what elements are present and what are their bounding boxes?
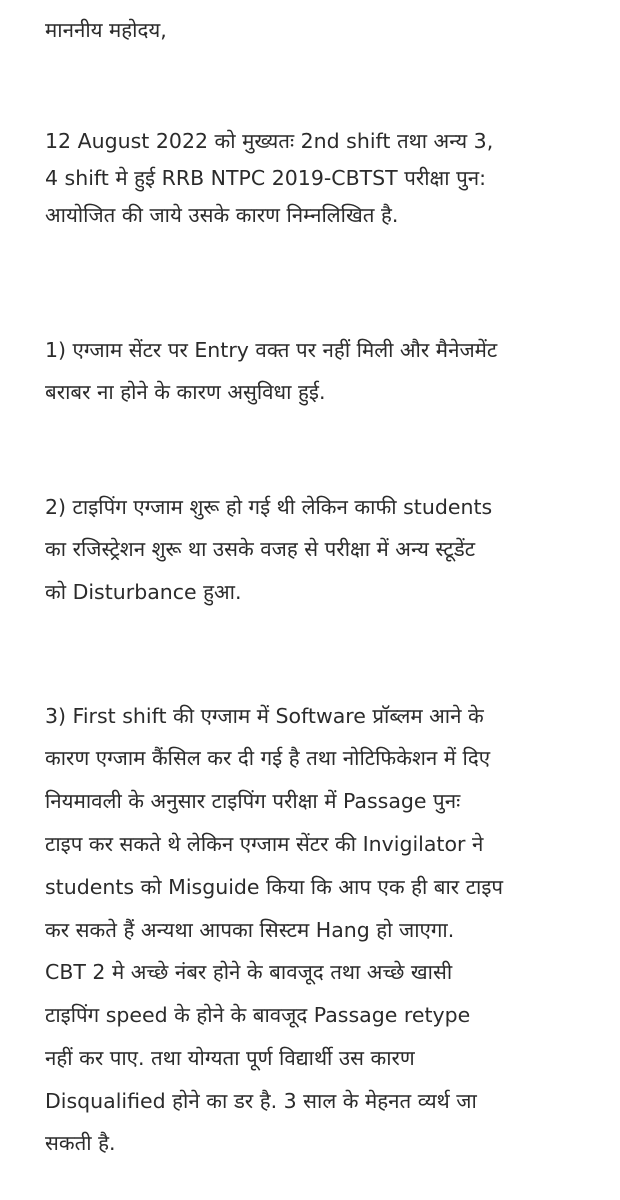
point-3-line-10: Disqualified होने का डर है. 3 साल के मेहनत व्यर्थ जा [45, 1089, 477, 1113]
point-2-line-3: को Disturbance हुआ. [45, 580, 242, 604]
point-1-line-1: 1) एग्जाम सेंटर पर Entry वक्त पर नहीं मिली और मैनेजमेंट [45, 338, 498, 362]
intro-line-3: आयोजित की जाये उसके कारण निम्नलिखित है. [45, 203, 399, 227]
intro-line-1: 12 August 2022 को मुख्यतः 2nd shift तथा अन्य 3, [45, 129, 494, 153]
point-3-line-1: 3) First shift की एग्जाम में Software प्रॉब्लम आने के [45, 704, 484, 728]
point-3-line-6: कर सकते हैं अन्यथा आपका सिस्टम Hang हो जाएगा. [45, 918, 455, 942]
greeting-text: माननीय महोदय, [45, 18, 167, 42]
point-3-line-8: टाइपिंग speed के होने के बावजूद Passage retype [45, 1003, 471, 1027]
point-3-line-7: CBT 2 मे अच्छे नंबर होने के बावजूद तथा अच्छे खासी [45, 960, 453, 984]
point-1-line-2: बराबर ना होने के कारण असुविधा हुई. [45, 380, 326, 404]
point-3-line-4: टाइप कर सकते थे लेकिन एग्जाम सेंटर की Invigilator ने [45, 832, 484, 856]
intro-line-2: 4 shift मे हुई RRB NTPC 2019-CBTST परीक्षा पुन: [45, 166, 487, 190]
point-3-line-11: सकती है. [45, 1131, 116, 1155]
point-3-line-2: कारण एग्जाम कैंसिल कर दी गई है तथा नोटिफिकेशन में दिए [45, 746, 491, 770]
point-3-line-9: नहीं कर पाए. तथा योग्यता पूर्ण विद्यार्थी उस कारण [45, 1046, 415, 1070]
point-3-line-5: students को Misguide किया कि आप एक ही बार टाइप [45, 875, 504, 899]
point-3-line-3: नियमावली के अनुसार टाइपिंग परीक्षा में Passage पुनः [45, 789, 461, 813]
point-2-line-2: का रजिस्ट्रेशन शुरू था उसके वजह से परीक्षा में अन्य स्टूडेंट [45, 537, 476, 561]
point-2-line-1: 2) टाइपिंग एग्जाम शुरू हो गई थी लेकिन काफी students [45, 495, 493, 519]
